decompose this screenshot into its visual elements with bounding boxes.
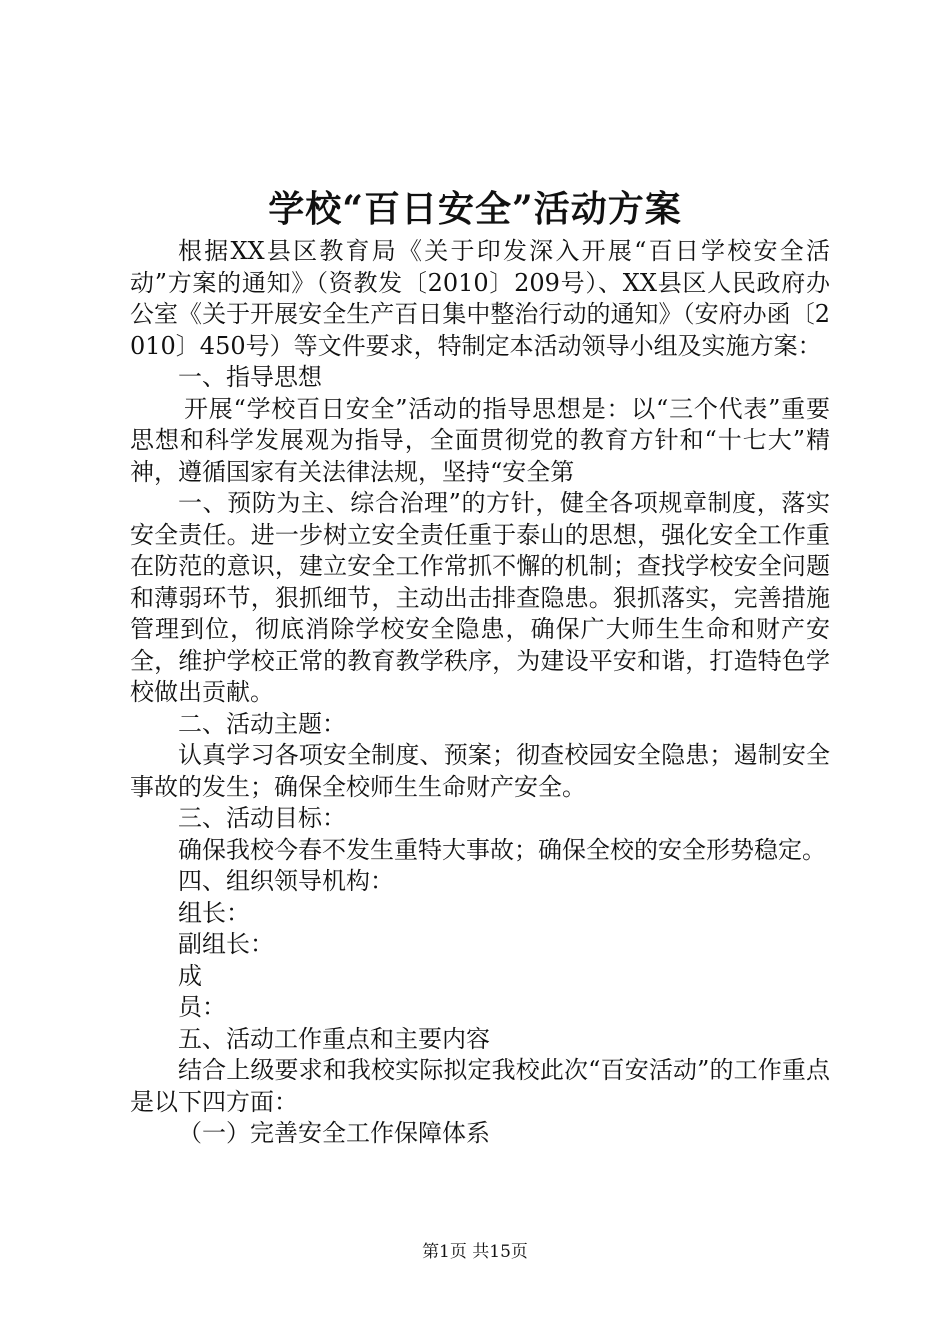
line-group-leader: 组长：: [178, 898, 250, 927]
paragraph-guiding-ideology: 开展“学校百日安全”活动的指导思想是：以“三个代表”重要思想和科学发展观为指导，全面贯彻党的教育方针和“十七大”精神，遵循国家有关法律法规，坚持“安全第: [130, 394, 830, 486]
paragraph-key-work: 结合上级要求和我校实际拟定我校此次“百安活动”的工作重点是以下四方面：: [130, 1056, 830, 1116]
heading-organization: 四、组织领导机构：: [178, 867, 394, 895]
line-members-1: 成: [178, 961, 202, 990]
line-deputy-leader: 副组长：: [178, 930, 274, 958]
paragraph-activity-theme: 认真学习各项安全制度、预案；彻查校园安全隐患；遏制安全事故的发生；确保全校师生生命财产安全。: [130, 741, 830, 801]
line-members-2: 员：: [178, 993, 226, 1021]
page-footer: 第1页 共15页: [422, 1242, 528, 1262]
paragraph-policy: 一、预防为主、综合治理”的方针，健全各项规章制度，落实安全责任。进一步树立安全责任重于泰山的思想，强化安全工作重在防范的意识，建立安全工作常抓不懈的机制；查找学校安全问题和薄弱环节，狠抓细节，主动出击排查隐患。狠抓落实，完善措施管理到位，彻底消除学校安全隐患，确保广大师生生命和财产安全，维护学校正常的教育教学秩序，为建设平安和谐，打造特色学校做出贡献。: [130, 489, 830, 706]
document-body: [130, 236, 830, 1150]
paragraph-activity-goal: 确保我校今春不发生重特大事故；确保全校的安全形势稳定。: [178, 835, 826, 864]
heading-activity-theme: 二、活动主题：: [178, 709, 346, 738]
heading-subsection-1: （一）完善安全工作保障体系: [178, 1119, 490, 1147]
document-title: 学校“百日安全”活动方案: [268, 188, 682, 230]
paragraph-intro: 根据XX县区教育局《关于印发深入开展“百日学校安全活动”方案的通知》（资教发〔2010〕209号）、XX县区人民政府办公室《关于开展安全生产百日集中整治行动的通知》（安府办函〔2010〕450号）等文件要求，特制定本活动领导小组及实施方案：: [130, 237, 830, 360]
heading-key-work: 五、活动工作重点和主要内容: [178, 1024, 490, 1053]
heading-activity-goal: 三、活动目标：: [178, 804, 346, 832]
heading-guiding-ideology: 一、指导思想: [178, 363, 322, 391]
